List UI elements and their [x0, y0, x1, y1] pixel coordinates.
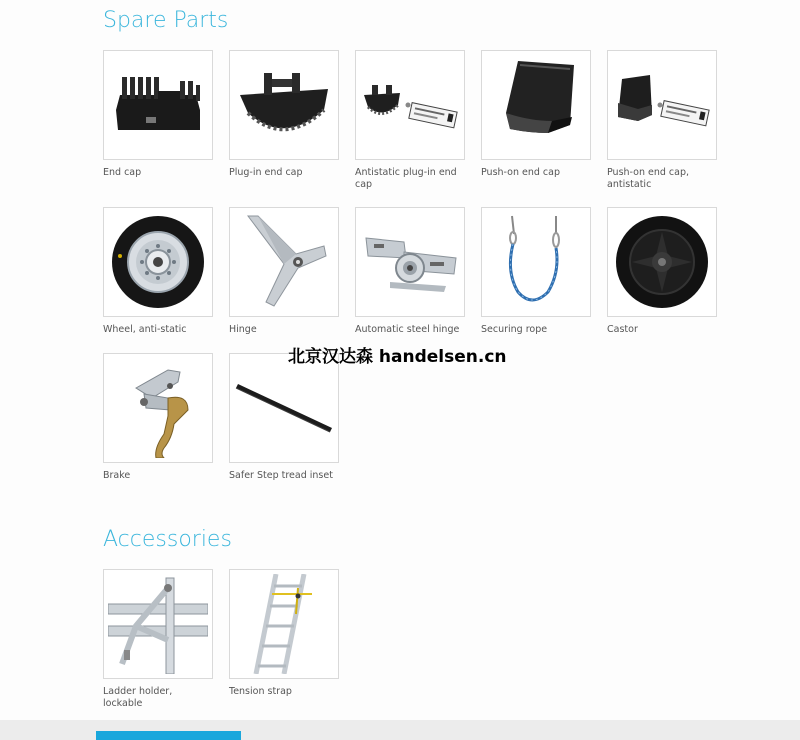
- product-label: Push-on end cap, antistatic: [607, 167, 690, 190]
- product-card-castor[interactable]: [607, 207, 717, 336]
- securing-rope-icon: [481, 207, 591, 317]
- plug-in-end-cap-icon: [229, 50, 339, 160]
- product-card-automatic-steel-hinge[interactable]: [355, 207, 465, 336]
- hinge-icon: [229, 207, 339, 317]
- product-label: Tension strap: [229, 686, 292, 697]
- product-label: Wheel, anti-static: [103, 324, 187, 335]
- product-card-antistatic-plug-in-end-cap[interactable]: [355, 50, 465, 191]
- castor-icon: [607, 207, 717, 317]
- product-label: Hinge: [229, 324, 257, 335]
- push-on-end-cap-icon: [481, 50, 591, 160]
- wheel-icon: [103, 207, 213, 317]
- tread-inset-icon: [229, 353, 339, 463]
- watermark-text: 北京汉达森 handelsen.cn: [288, 347, 507, 367]
- end-cap-icon: [103, 50, 213, 160]
- product-card-wheel-anti-static[interactable]: [103, 207, 213, 336]
- product-card-push-on-end-cap-antistatic[interactable]: [607, 50, 717, 191]
- product-card-tension-strap[interactable]: [229, 569, 339, 698]
- automatic-steel-hinge-icon: [355, 207, 465, 317]
- spare-parts-heading: Spare Parts: [103, 8, 229, 33]
- product-label: Ladder holder, lockable: [103, 686, 173, 709]
- push-on-end-cap-antistatic-icon: [607, 50, 717, 160]
- tension-strap-icon: [229, 569, 339, 679]
- product-card-ladder-holder[interactable]: [103, 569, 213, 710]
- product-label: Push-on end cap: [481, 167, 561, 178]
- product-card-end-cap[interactable]: [103, 50, 213, 179]
- product-label: Plug-in end cap: [229, 167, 303, 178]
- product-card-push-on-end-cap[interactable]: [481, 50, 591, 179]
- product-label: End cap: [103, 167, 142, 178]
- product-label: Brake: [103, 470, 131, 481]
- product-label: Castor: [607, 324, 638, 335]
- brake-icon: [103, 353, 213, 463]
- product-label: Securing rope: [481, 324, 548, 335]
- accessories-heading: Accessories: [103, 527, 232, 552]
- product-label: Safer Step tread inset: [229, 470, 333, 481]
- antistatic-plug-in-end-cap-icon: [355, 50, 465, 160]
- footer-button[interactable]: [96, 731, 241, 740]
- product-card-securing-rope[interactable]: [481, 207, 591, 336]
- product-card-brake[interactable]: [103, 353, 213, 482]
- product-label: Automatic steel hinge: [355, 324, 460, 335]
- product-label: Antistatic plug-in end cap: [355, 167, 457, 190]
- product-card-plug-in-end-cap[interactable]: [229, 50, 339, 179]
- product-card-hinge[interactable]: [229, 207, 339, 336]
- ladder-holder-icon: [103, 569, 213, 679]
- product-card-tread-inset[interactable]: [229, 353, 339, 482]
